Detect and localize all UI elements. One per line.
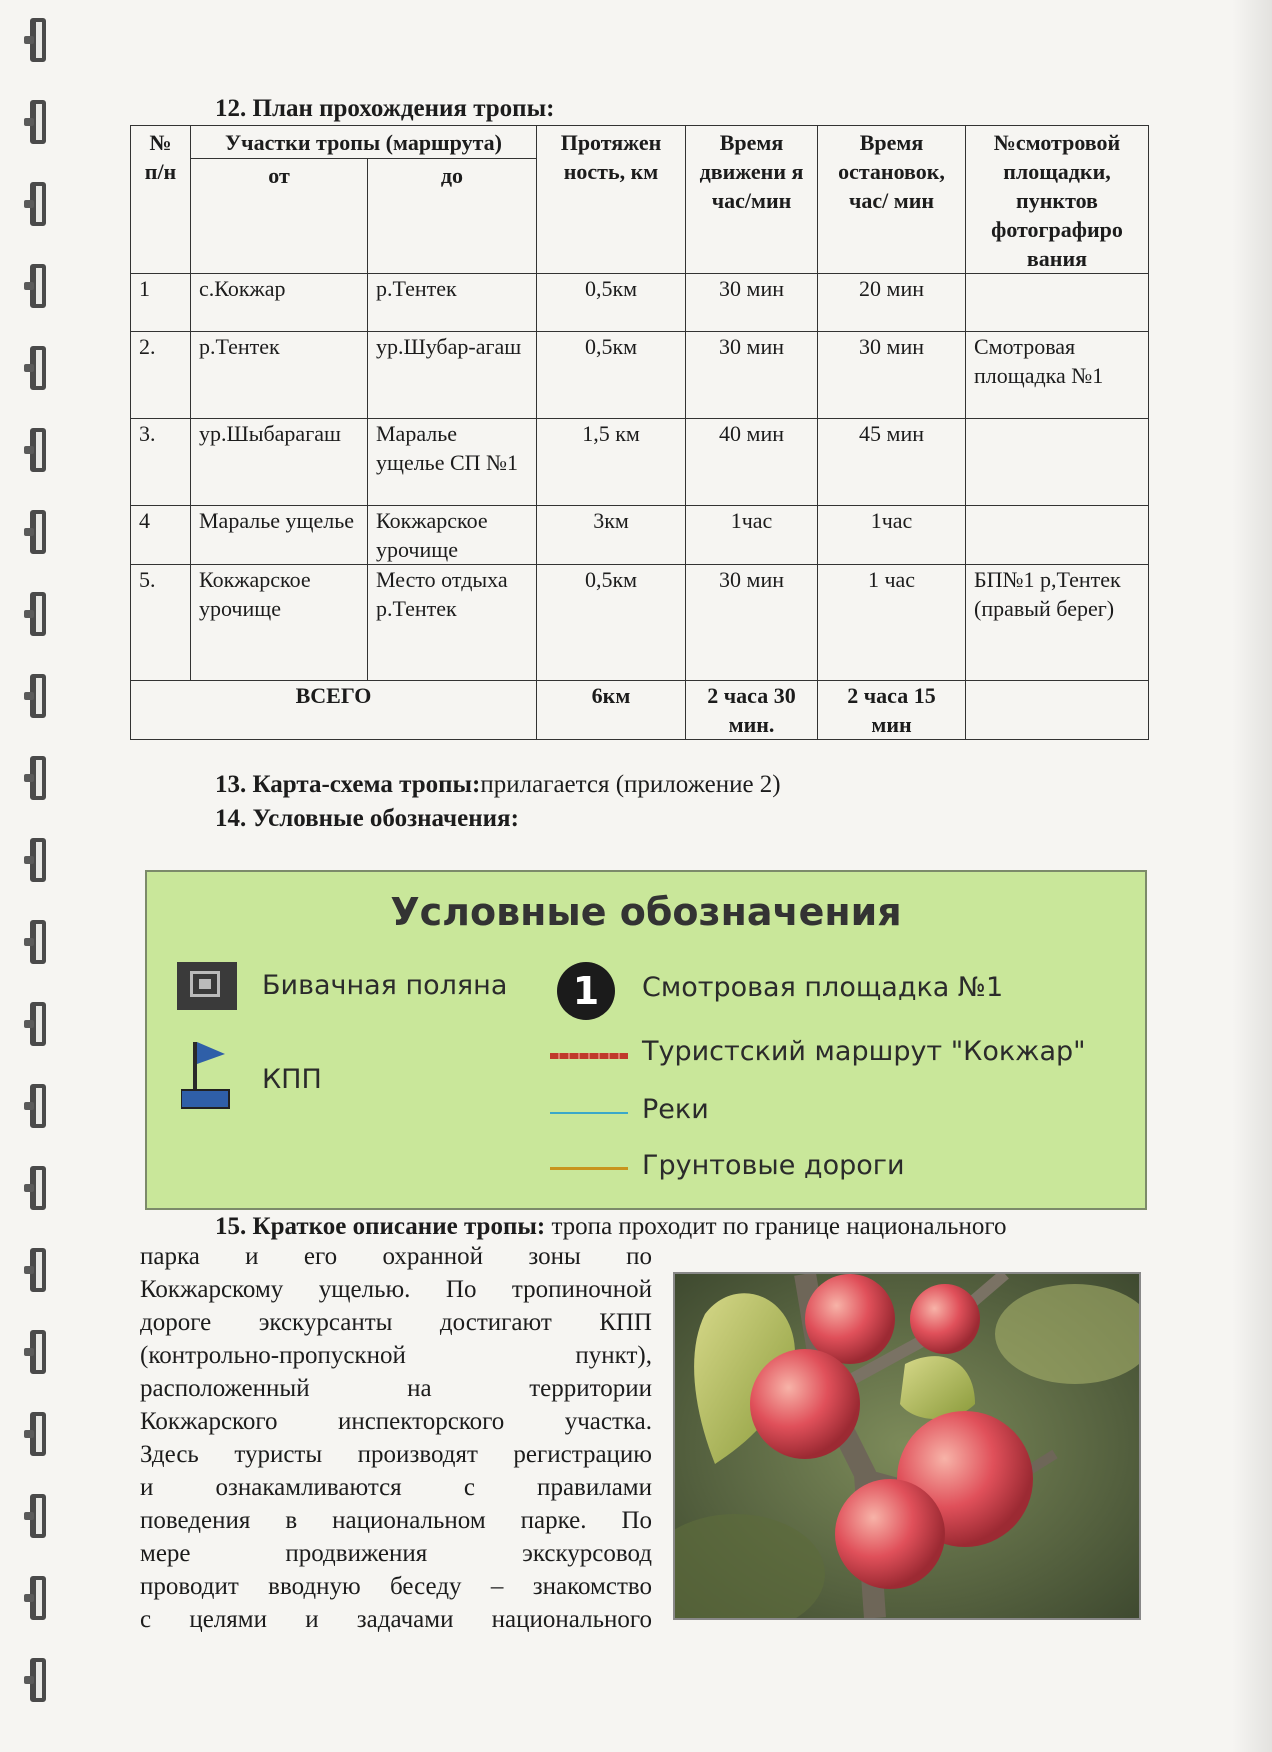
binding-ring <box>30 264 46 308</box>
body-line: Здесь туристы производят регистрацию <box>140 1441 652 1468</box>
apple-branch-photo <box>673 1272 1141 1620</box>
cell-to: р.Тентек <box>368 274 537 332</box>
cell-total-viewpoint <box>966 681 1149 740</box>
cell-total-move: 2 часа 30 мин. <box>686 681 818 740</box>
section-15-heading: 15. Краткое описание тропы: <box>215 1213 546 1240</box>
section-13-text: прилагается (приложение 2) <box>480 771 781 798</box>
cell-viewpoint <box>966 274 1149 332</box>
binding-ring <box>30 838 46 882</box>
cell-move-time: 1час <box>686 506 818 565</box>
binding-ring <box>30 1412 46 1456</box>
cell-from: с.Кокжар <box>191 274 368 332</box>
cell-length: 0,5км <box>537 274 686 332</box>
cell-total-stop: 2 часа 15 мин <box>818 681 966 740</box>
col-header-num: № п/н <box>131 126 191 274</box>
cell-length: 0,5км <box>537 565 686 681</box>
binding-ring <box>30 428 46 472</box>
table-row <box>131 419 1149 506</box>
body-line: проводит вводную беседу – знакомство <box>140 1573 652 1600</box>
legend-route-label: Туристский маршрут "Кокжар" <box>642 1036 1086 1067</box>
apple-branch-illustration <box>675 1274 1139 1618</box>
cell-stop-time: 45 мин <box>818 419 966 506</box>
col-header-stop-time: Время остановок, час/ мин <box>818 126 966 274</box>
binding-ring <box>30 756 46 800</box>
cell-viewpoint <box>966 419 1149 506</box>
body-line: и ознакамливаются с правилами <box>140 1474 652 1501</box>
cell-length: 3км <box>537 506 686 565</box>
section-15-lead: тропа проходит по границе национального <box>545 1213 1007 1240</box>
page-edge-shadow <box>1232 0 1272 1752</box>
spiral-binding <box>0 0 60 1752</box>
cell-stop-time: 1час <box>818 506 966 565</box>
section-12-heading: 12. План прохождения тропы: <box>215 95 555 122</box>
binding-ring <box>30 674 46 718</box>
binding-ring <box>30 1494 46 1538</box>
binding-ring <box>30 18 46 62</box>
body-line: поведения в национальном парке. По <box>140 1507 652 1534</box>
cell-stop-time: 20 мин <box>818 274 966 332</box>
cell-viewpoint: БП№1 р,Тентек (правый берег) <box>966 565 1149 681</box>
binding-ring <box>30 1084 46 1128</box>
cell-num: 1 <box>131 274 191 332</box>
cell-total-length: 6км <box>537 681 686 740</box>
section-15-first-line <box>215 1210 1145 1243</box>
cell-num: 2. <box>131 332 191 419</box>
body-line: с целями и задачами национального <box>140 1606 652 1633</box>
binding-ring <box>30 920 46 964</box>
route-line-sample <box>550 1053 628 1059</box>
river-line-sample <box>550 1112 628 1114</box>
cell-move-time: 40 мин <box>686 419 818 506</box>
cell-viewpoint <box>966 506 1149 565</box>
binding-ring <box>30 1002 46 1046</box>
cell-from: р.Тентек <box>191 332 368 419</box>
cell-to: Маралье ущелье СП №1 <box>368 419 537 506</box>
binding-ring <box>30 510 46 554</box>
cell-from: ур.Шыбарагаш <box>191 419 368 506</box>
legend-rivers-label: Реки <box>642 1094 709 1125</box>
col-header-to: до <box>368 158 537 273</box>
binding-ring <box>30 592 46 636</box>
body-line: Кокжарского инспекторского участка. <box>140 1408 652 1435</box>
binding-ring <box>30 1248 46 1292</box>
section-14-heading: 14. Условные обозначения: <box>215 805 519 832</box>
legend-viewpoint-label: Смотровая площадка №1 <box>642 972 1004 1003</box>
col-header-length: Протяжен ность, км <box>537 126 686 274</box>
legend-title: Условные обозначения <box>390 890 902 934</box>
cell-total-label: ВСЕГО <box>131 681 537 740</box>
col-header-move-time: Время движени я час/мин <box>686 126 818 274</box>
body-line: дороге экскурсанты достигают КПП <box>140 1309 652 1336</box>
binding-ring <box>30 100 46 144</box>
binding-ring <box>30 1576 46 1620</box>
body-line: (контрольно-пропускной пункт), <box>140 1342 652 1369</box>
section-15-body <box>140 1240 652 1636</box>
cell-viewpoint: Смотровая площадка №1 <box>966 332 1149 419</box>
trail-plan-table <box>130 125 1149 740</box>
cell-move-time: 30 мин <box>686 274 818 332</box>
cell-move-time: 30 мин <box>686 565 818 681</box>
body-line: расположенный на территории <box>140 1375 652 1402</box>
table-header-row <box>131 126 1149 159</box>
body-line: парка и его охранной зоны по <box>140 1243 652 1270</box>
body-line: Кокжарскому ущелью. По тропиночной <box>140 1276 652 1303</box>
cell-stop-time: 30 мин <box>818 332 966 419</box>
binding-ring <box>30 346 46 390</box>
legend-checkpoint-label: КПП <box>262 1064 322 1095</box>
cell-move-time: 30 мин <box>686 332 818 419</box>
legend-bivouac-label: Бивачная поляна <box>262 970 508 1001</box>
cell-num: 5. <box>131 565 191 681</box>
table-total-row <box>131 681 1149 740</box>
table-row <box>131 332 1149 419</box>
road-line-sample <box>550 1167 628 1170</box>
cell-length: 0,5км <box>537 332 686 419</box>
table-row <box>131 565 1149 681</box>
binding-ring <box>30 1658 46 1702</box>
cell-num: 3. <box>131 419 191 506</box>
cell-from: Маралье ущелье <box>191 506 368 565</box>
section-13 <box>215 770 781 800</box>
legend-roads-label: Грунтовые дороги <box>642 1150 905 1181</box>
checkpoint-flag-icon <box>181 1034 241 1114</box>
bivouac-icon <box>177 962 237 1010</box>
cell-to: ур.Шубар-агаш <box>368 332 537 419</box>
cell-stop-time: 1 час <box>818 565 966 681</box>
legend-box <box>145 870 1147 1210</box>
binding-ring <box>30 182 46 226</box>
col-header-viewpoint: №смотровой площадки, пунктов фотографиро вания <box>966 126 1149 274</box>
col-header-segments: Участки тропы (маршрута) <box>191 126 537 159</box>
col-header-from: от <box>191 158 368 273</box>
table-row <box>131 274 1149 332</box>
cell-to: Место отдыха р.Тентек <box>368 565 537 681</box>
cell-length: 1,5 км <box>537 419 686 506</box>
cell-num: 4 <box>131 506 191 565</box>
viewpoint-number-icon: 1 <box>557 962 615 1020</box>
cell-from: Кокжарское урочище <box>191 565 368 681</box>
binding-ring <box>30 1330 46 1374</box>
body-line: мере продвижения экскурсовод <box>140 1540 652 1567</box>
table-row <box>131 506 1149 565</box>
section-13-heading: 13. Карта-схема тропы: <box>215 771 481 798</box>
cell-to: Кокжарское урочище <box>368 506 537 565</box>
binding-ring <box>30 1166 46 1210</box>
